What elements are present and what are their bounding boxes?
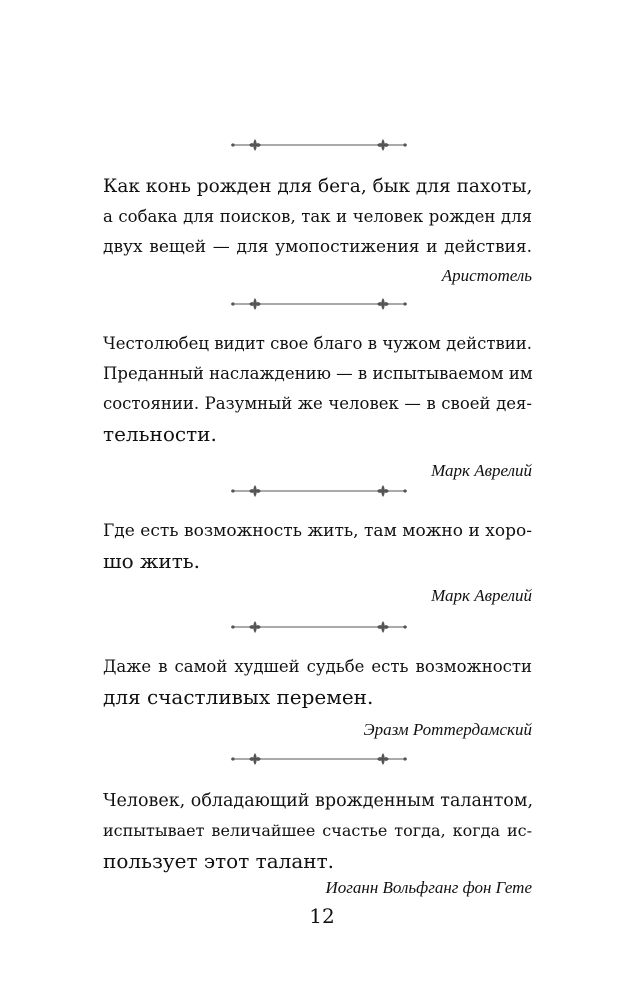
quote-line: Как конь рожден для бега, бык для пахоты, bbox=[103, 176, 533, 197]
quote-line: испытывает величайшее счастье тогда, когда ис- bbox=[103, 821, 532, 840]
quote-line: для счастливых перемен. bbox=[103, 685, 374, 709]
quote-line: Преданный наслаждению — в испытываемом им bbox=[103, 364, 533, 383]
ornament-divider bbox=[229, 294, 409, 314]
quote-author: Эразм Роттердамский bbox=[363, 720, 532, 739]
ornament-divider bbox=[229, 749, 409, 769]
quote-line: тельности. bbox=[103, 422, 217, 446]
ornament-divider bbox=[229, 617, 409, 637]
page-number: 12 bbox=[309, 904, 335, 928]
quote-line: а собака для поисков, так и человек рожден для bbox=[103, 207, 532, 226]
quote-line: состоянии. Разумный же человек — в своей дея- bbox=[103, 394, 532, 413]
quote-block bbox=[103, 172, 532, 288]
quote-author: Марк Аврелий bbox=[431, 461, 532, 480]
quote-line: шо жить. bbox=[103, 549, 201, 573]
ornament-divider bbox=[229, 481, 409, 501]
quote-author: Марк Аврелий bbox=[431, 586, 532, 605]
quote-line: двух вещей — для умопостижения и действия. bbox=[103, 237, 532, 257]
quote-line: пользует этот талант. bbox=[103, 849, 334, 873]
ornament-divider bbox=[229, 135, 409, 155]
quote-block bbox=[103, 652, 532, 742]
quote-author: Иоганн Вольфганг фон Гете bbox=[325, 878, 532, 897]
quote-line: Честолюбец видит свое благо в чужом действии. bbox=[103, 334, 532, 353]
quote-block bbox=[103, 516, 532, 608]
quote-block bbox=[103, 786, 532, 900]
quote-author: Аристотель bbox=[441, 266, 532, 285]
quote-line: Даже в самой худшей судьбе есть возможности bbox=[103, 657, 532, 676]
quote-line: Где есть возможность жить, там можно и хоро- bbox=[103, 521, 532, 541]
quote-line: Человек, обладающий врожденным талантом, bbox=[103, 791, 534, 811]
quote-block bbox=[103, 329, 532, 483]
